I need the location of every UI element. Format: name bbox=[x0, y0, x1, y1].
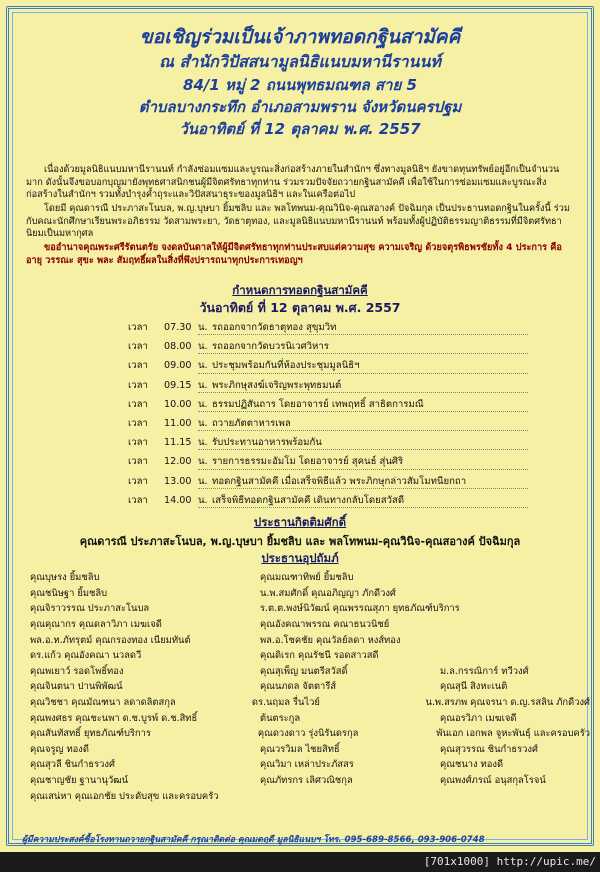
schedule-time-prefix: เวลา bbox=[128, 437, 148, 449]
patron-row bbox=[30, 679, 590, 695]
patron-name: คุณสุนี สิงหะเนติ bbox=[440, 681, 508, 693]
schedule-row bbox=[128, 414, 558, 433]
patrons-title: ประธานอุปถัมภ์ bbox=[261, 551, 339, 565]
schedule-activity: ทอดกฐินสามัคคี เมื่อเสร็จพิธีแล้ว พระภิกษุกล่าวสัมโมทนียกถา bbox=[212, 475, 467, 487]
schedule-time: 13.00 bbox=[164, 475, 192, 487]
schedule-list bbox=[128, 318, 558, 510]
patron-row bbox=[30, 570, 590, 586]
schedule-activity: ธรรมปฏิสันถาร โดยอาจารย์ เทพฤทธิ์ สาธิตการมณี bbox=[212, 398, 424, 410]
patron-name: คุณภัทรกร เลิศวณิชกุล bbox=[260, 775, 353, 787]
schedule-time: 11.15 bbox=[164, 437, 192, 449]
schedule-time-unit: น. bbox=[198, 437, 208, 449]
host-paragraph: โดยมี คุณดารณี ประภาสะโนบล, พ.ญ.บุษบา ยิ้มชลิบ และ พลโทพนม-คุณวินิจ-คุณสอางค์ ปัจฉิมกุล เป็นประธานทอดกฐินในครั้งนี้ ร่วมกับคณะนักศึกษาเรียนพระอภิธรรม วัดสามพระยา, วัดธาตุทอง, และมูลนิธิแนบมหานีรานนท์ พร้อมทั้งผู้ปฏิบัติธรรมญาติธรรมที่มีจิตศรัทธานิยมเป็นมหากุศล bbox=[26, 203, 570, 240]
patron-name: คุณเสน่หา คุณเอกชัย ประดับสุข และครอบครัว bbox=[30, 790, 219, 802]
schedule-row bbox=[128, 318, 558, 337]
blessing-text: ขออำนาจคุณพระศรีรัตนตรัย จงดลบันดาลให้ผู้มีจิตศรัทธาทุกท่านประสบแต่ความสุข ความเจริญ ด้วยจตุรพิธพรชัยทั้ง 4 ประการ คือ อายุ วรรณะ สุขะ พละ สัมฤทธิ์ผลในสิ่งที่พึงปรารถนาทุกประการเทอญฯ bbox=[26, 242, 562, 266]
patron-name: คุณพเยาว์ รอดโพธิ์ทอง bbox=[30, 665, 124, 677]
schedule-activity: ประชุมพร้อมกันที่ห้องประชุมมูลนิธิฯ bbox=[212, 360, 360, 372]
schedule-time-unit: น. bbox=[198, 494, 208, 506]
schedule-row bbox=[128, 452, 558, 471]
schedule-time-prefix: เวลา bbox=[128, 475, 148, 487]
patron-name: พันเอก เอกพล จูหะพันธุ์ และครอบครัว bbox=[436, 728, 590, 740]
schedule-time-prefix: เวลา bbox=[128, 341, 148, 353]
patron-name: คุณดวงดาว รุ่งนิรันดรกุล bbox=[257, 728, 359, 740]
patron-row bbox=[30, 664, 590, 680]
header bbox=[0, 24, 600, 140]
schedule-row bbox=[128, 472, 558, 491]
patron-name: คุณชนิษฐา ยิ้มชลิบ bbox=[30, 587, 108, 599]
blessing-paragraph bbox=[26, 242, 576, 267]
patron-row bbox=[30, 742, 590, 758]
schedule-activity: พระภิกษุสงฆ์เจริญพระพุทธมนต์ bbox=[212, 379, 342, 391]
schedule-activity: รับประทานอาหารพร้อมกัน bbox=[212, 437, 322, 449]
schedule-row bbox=[128, 337, 558, 356]
schedule-time: 10.00 bbox=[164, 398, 192, 410]
patron-name: คุณดิเรก คุณรัชนี รอดสาวสดี bbox=[260, 650, 379, 662]
patron-name: น.พ.สมศักดิ์ คุณอภิญญา ภักดีวงศ์ bbox=[260, 587, 396, 599]
schedule-time-unit: น. bbox=[198, 360, 208, 372]
header-address: 84/1 หมู่ 2 ถนนพุทธมณฑล สาย 5 bbox=[183, 76, 417, 94]
schedule-time-unit: น. bbox=[198, 322, 208, 334]
patron-name: ดร.แก้ว คุณอังคณา นวลดวี bbox=[30, 650, 142, 662]
schedule-time-unit: น. bbox=[198, 379, 208, 391]
patron-row bbox=[30, 586, 590, 602]
header-venue: ณ สำนักวิปัสสนามูลนิธิแนบมหานีรานนท์ bbox=[159, 52, 441, 71]
schedule-activity: รถออกจากวัดธาตุทอง สุขุมวิท bbox=[212, 322, 337, 334]
patron-name: คุณจินตนา ปานพิพัฒน์ bbox=[30, 681, 123, 693]
patron-row bbox=[30, 632, 590, 648]
patron-name: พล.อ.โชคชัย คุณวัลย์ลดา หงส์ทอง bbox=[260, 634, 401, 646]
patron-name: ม.ล.กรรณิการ์ ทวีวงศ์ bbox=[440, 665, 529, 677]
schedule-time: 11.00 bbox=[164, 418, 192, 430]
schedule-activity: รายการธรรมะอัมโม โดยอาจารย์ สุคนธ์ สุ่นศิริ bbox=[212, 456, 404, 468]
patron-name: ดร.นฤมล รื่นไวย์ bbox=[251, 697, 320, 709]
schedule-time-prefix: เวลา bbox=[128, 398, 148, 410]
patron-name: คุณสุวลี ชินกำธรวงศ์ bbox=[30, 759, 115, 771]
schedule-time-unit: น. bbox=[198, 475, 208, 487]
schedule-row bbox=[128, 376, 558, 395]
schedule-row bbox=[128, 433, 558, 452]
header-date: วันอาทิตย์ ที่ 12 ตุลาคม พ.ศ. 2557 bbox=[179, 120, 421, 138]
schedule-row bbox=[128, 491, 558, 510]
schedule-time-unit: น. bbox=[198, 398, 208, 410]
patron-name: คุณสันทัสทธิ์ ยุทธภัณฑ์บริการ bbox=[30, 728, 151, 740]
patron-name: คุณนภดล จัตตารีส์ bbox=[260, 681, 337, 693]
chairman-title: ประธานกิตติมศักดิ์ bbox=[253, 515, 347, 529]
patron-name: คุณอรวิภา เมฆเจดี bbox=[440, 712, 517, 724]
schedule-time: 14.00 bbox=[164, 494, 192, 506]
patron-name: คุณจิราวรรณ ประภาสะโนบล bbox=[30, 603, 150, 615]
schedule-activity: เสร็จพิธีทอดกฐินสามัคคี เดินทางกลับโดยสวัสดี bbox=[212, 494, 405, 506]
schedule-time-unit: น. bbox=[198, 418, 208, 430]
patron-name: คุณชนาง ทองดี bbox=[440, 759, 504, 771]
header-title: ขอเชิญร่วมเป็นเจ้าภาพทอดกฐินสามัคคี bbox=[139, 26, 461, 48]
schedule-time-prefix: เวลา bbox=[128, 456, 148, 468]
schedule-time-prefix: เวลา bbox=[128, 379, 148, 391]
patron-name: คุณสุวรรณ ชินกำธรวงศ์ bbox=[440, 743, 538, 755]
schedule-time-prefix: เวลา bbox=[128, 494, 148, 506]
schedule-time: 09.00 bbox=[164, 360, 192, 372]
schedule-time-unit: น. bbox=[198, 456, 208, 468]
patron-name: คุณมณฑาทิพย์ ยิ้มชลิบ bbox=[260, 572, 354, 584]
patron-name: ร.ต.ต.พงษ์นิวัฒน์ คุณพรรณสุภา ยุทธภัณฑ์บริการ bbox=[260, 603, 460, 615]
patron-row bbox=[30, 601, 590, 617]
schedule-time-prefix: เวลา bbox=[128, 322, 148, 334]
patron-row bbox=[30, 617, 590, 633]
schedule-time: 07.30 bbox=[164, 322, 192, 334]
schedule-time: 09.15 bbox=[164, 379, 192, 391]
patron-name: คุณพงศ์ภรณ์ อนุสกุลโรจน์ bbox=[440, 775, 546, 787]
schedule-title: กำหนดการทอดกฐินสามัคคี bbox=[232, 283, 368, 297]
patron-row bbox=[30, 788, 590, 804]
patron-row bbox=[30, 757, 590, 773]
schedule-date: วันอาทิตย์ ที่ 12 ตุลาคม พ.ศ. 2557 bbox=[199, 300, 401, 315]
patron-name: คุณวิมา เหล่าประภัสสร bbox=[260, 759, 354, 771]
patron-row bbox=[30, 773, 590, 789]
schedule-activity: ถวายภัตตาหารเพล bbox=[212, 418, 291, 430]
header-district: ตำบลบางกระทึก อำเภอสามพราน จังหวัดนครปฐม bbox=[138, 98, 462, 116]
schedule-row bbox=[128, 356, 558, 375]
schedule-time-prefix: เวลา bbox=[128, 418, 148, 430]
image-size-stamp: [701x1000] http://upic.me/ bbox=[423, 855, 596, 868]
schedule-time-unit: น. bbox=[198, 341, 208, 353]
patron-name: คุณวรวิมล ไชยสิทธิ์ bbox=[260, 743, 340, 755]
patron-name: คุณจรูญ ทองดี bbox=[30, 743, 89, 755]
patron-name: คุณอังคณาพรรณ คณาธนวนิชย์ bbox=[260, 619, 390, 631]
patron-row bbox=[30, 710, 590, 726]
chairman-names: คุณดารณี ประภาสะโนบล, พ.ญ.บุษบา ยิ้มชลิบ และ พลโทพนม-คุณวินิจ-คุณสอางค์ ปัจฉิมกุล bbox=[79, 535, 521, 548]
patron-row bbox=[30, 648, 590, 664]
schedule-time-prefix: เวลา bbox=[128, 360, 148, 372]
patron-name: ต้นตระกูล bbox=[260, 712, 301, 724]
intro-paragraph: เนื่องด้วยมูลนิธิแนบมหานีรานนท์ กำลังซ่อมแซมและบูรณะสิ่งก่อสร้างภายในสำนักฯ ซึ่งทางมูลนิธิฯ ยังขาดทุนทรัพย์อยู่อีกเป็นจำนวนมาก ดังนั้นจึงขอบอกบุญมายังพุทธศาสนิกชนผู้มีจิตศรัทธาทุกท่าน ร่วมรวมปัจจัยถวายกฐินสามัคคี เพื่อใช้ในการซ่อมแซมและบูรณะสิ่งก่อสร้างในสำนักฯ รวมทั้งบำรุงค้ำถุระและวิปัสสนาธุระของมูลนิธิฯ และในเครือต่อไป bbox=[26, 164, 560, 201]
patrons-list bbox=[30, 570, 590, 804]
patron-row bbox=[30, 726, 590, 742]
schedule-time: 08.00 bbox=[164, 341, 192, 353]
patron-name: คุณคุณากร คุณดลาวิภา เมฆเจดี bbox=[30, 619, 162, 631]
patron-name: คุณชาญชัย ฐานานุวัฒน์ bbox=[30, 775, 129, 787]
patron-name: พล.อ.ท.ภัทรุตม์ คุณกรองทอง เนียมทันต์ bbox=[30, 634, 191, 646]
schedule-row bbox=[128, 395, 558, 414]
patron-name: คุณวิชชา คุณมัณฑนา ลดาดลิตสกุล bbox=[30, 697, 176, 709]
contact-footer: ผู้มีความประสงค์ซื้อโรงทานถวายกฐินสามัคคี กรุณาติดต่อ คุณมดฤดี มูลนิธิแนบฯ โทร. 095-689-8566, 093-906-0748 bbox=[22, 835, 485, 845]
patron-name: คุณบุษรง ยิ้มชลิบ bbox=[30, 572, 100, 584]
patron-row bbox=[30, 695, 590, 711]
schedule-time: 12.00 bbox=[164, 456, 192, 468]
patron-name: คุณพงศธร คุณชะนพา ด.ช.บูรพ์ ด.ช.สิทธิ์ bbox=[30, 712, 198, 724]
schedule-activity: รถออกจากวัดบวรนิเวศวิหาร bbox=[212, 341, 329, 353]
patron-name: น.พ.สรภพ คุณจรนา ด.ญ.รสลิน ภักดีวงศ์ bbox=[425, 697, 590, 709]
patron-name: คุณสุเพ็ญ มนตรีสวัสดิ์ bbox=[260, 665, 348, 677]
